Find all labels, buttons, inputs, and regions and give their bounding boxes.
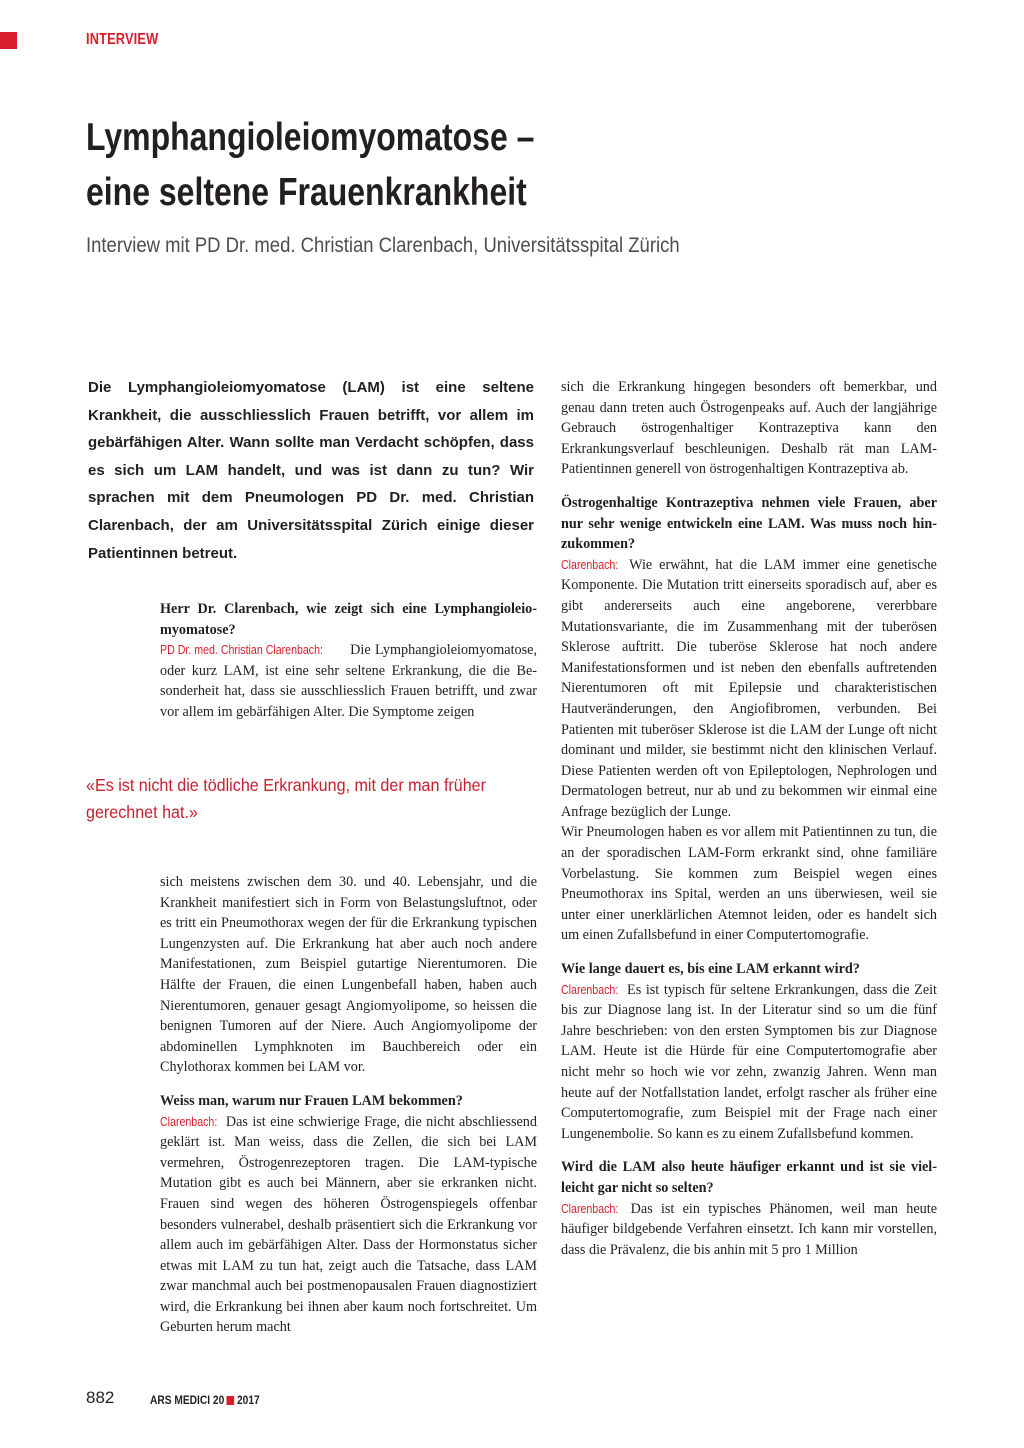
lead-paragraph: Die Lymphangioleiomyomatose (LAM) ist eine seltene Krankheit, die ausschliesslich Frauen betrifft, vor allem im gebärfähigen Alter. Wann sollte man Verdacht schöpfen, dass es sich um LAM handelt, und was ist dann zu tun? Wir sprachen mit dem Pneumologen PD Dr. med. Christian Clarenbach, der am Universitätsspital Zürich einige dieser Patientinnen betreut. — [88, 379, 534, 562]
speaker-label: Clarenbach: — [561, 1201, 619, 1216]
column-right — [561, 377, 937, 1260]
question-3: Östrogenhaltige Kontrazeptiva nehmen viele Frauen, aber nur sehr wenige entwickeln eine LAM. Was muss noch hinzukommen? — [561, 494, 937, 553]
column-left-bottom — [160, 872, 537, 1338]
article-title — [86, 110, 534, 220]
answer-1 — [160, 640, 537, 722]
section-marker — [0, 32, 17, 49]
answer-3-paragraph-2: Wir Pneumologen haben es vor allem mit Patientinnen zu tun, die an der sporadischen LAM-Form erkrankt sind, ohne familiäre Vorbelastung. Sie kommen zum Beispiel wegen eines Pneumothorax ins Spital, werden an uns überwiesen, weil sie unter einer unerklärlichen Atemnot leiden, oder es handelt sich um einen Zufallsbefund in einer Computertomografie. — [561, 824, 937, 944]
speaker-label: Clarenbach: — [561, 557, 619, 572]
answer-2-text: Das ist eine schwierige Frage, die nicht abschliessend geklärt ist. Man weiss, dass die Zellen, die sich bei LAM vermehren, Östrogenrezeptoren tragen. Die LAM-typische Mutation gibt es auch bei Männern, aber sie erkranken nicht. Frauen sind wegen des höheren Östrogenspiegels offenbar besonders vulnerabel, deshalb präsentiert sich die Erkrankung vor allem auch im gebärfähigen Alter. Dass der Hormonstatus sicher etwas mit LAM zu tun hat, zeigt auch die Tatsache, dass LAM zwar manchmal auch bei postmenopausalen Frauen diagnostiziert wird, die Erkrankung bei ihnen aber kaum noch fortschreitet. Um Geburten herum macht — [160, 1113, 537, 1336]
pull-quote: «Es ist nicht die tödliche Erkrankung, mit der man früher gerechnet hat.» — [86, 775, 487, 822]
article-subtitle: Interview mit PD Dr. med. Christian Clarenbach, Universitätsspital Zürich — [86, 234, 680, 257]
answer-3-text: Wie erwähnt, hat die LAM immer eine genetische Komponente. Die Mutation tritt einerseits sporadisch auf, aber es gibt andererseits auch eine angeborene, vererbbare Mutationsvariante, die im Zusammenhang mit der tuberösen Sklerose auftritt. Die tuberöse Sklerose hat noch andere Manifestationsformen und ist neben den ebenfalls auftretenden Nierentumoren oft mit Epilepsie und charakteristischen Hautveränderungen, den Angiofibromen, verbunden. Bei Patienten mit tuberöser Sklerose ist die LAM der Lunge oft nicht dominant und milder, sie bestimmt nicht den klinischen Verlauf. Diese Patienten werden oft von Epileptologen, Nephrologen und Dermatologen betreut, nur ab und zu bekommen wir einmal eine Anfrage bezüglich der Lunge. — [561, 556, 937, 820]
article-title-line-2: eine seltene Frauenkrankheit — [86, 171, 527, 214]
section-label: INTERVIEW — [86, 31, 159, 48]
answer-3 — [561, 555, 937, 823]
journal-square-marker — [227, 1396, 235, 1405]
question-2: Weiss man, warum nur Frauen LAM bekommen? — [160, 1092, 463, 1109]
question-4: Wie lange dauert es, bis eine LAM erkannt wird? — [561, 961, 860, 978]
journal-footer — [150, 1393, 260, 1407]
answer-2 — [160, 1112, 537, 1339]
journal-name: ARS MEDICI 20 — [150, 1393, 225, 1407]
speaker-label: Clarenbach: — [561, 982, 619, 997]
answer-1-text: Die Lymphangioleiomyomatose, oder kurz LAM, ist eine sehr seltene Erkrankung, die die Besonderheit hat, dass sie ausschliesslich Frauen betrifft, und zwar vor allem im gebärfähigen Alter. Die Symptome zeigen — [160, 642, 537, 720]
question-5: Wird die LAM also heute häufiger erkannt und ist sie vielleicht gar nicht so selten? — [561, 1159, 937, 1196]
answer-5 — [561, 1199, 937, 1261]
answer-4-text: Es ist typisch für seltene Erkrankungen, dass die Zeit bis zur Diagnose lang ist. In der Literatur sind so um die fünf Jahre beschrieben: von den ersten Symptomen bis zur Diagnose LAM. Heute ist die Hürde für eine Computertomografie aber nicht mehr so hoch wie vor zehn, zwanzig Jahren. Wenn man heute auf der Notfallstation landet, erfolgt rascher als früher eine Computertomografie, zum Beispiel mit der Frage nach einer Lungenembolie. So kann es zu einem Zufallsbefund kommen. — [561, 981, 937, 1142]
speaker-label: PD Dr. med. Christian Clarenbach: — [160, 643, 323, 658]
journal-year: 2017 — [237, 1393, 260, 1407]
answer-1-continued: sich meistens zwischen dem 30. und 40. Lebensjahr, und die Krankheit manifestiert sich in Form von Belastungsluftnot, oder es tritt ein Pneumothorax wegen der für die Erkrankung typischen Lungenzysten auf. Die Erkrankung hat aber auch noch andere Manifestationen, zum Beispiel gutartige Nierentumoren. Die Hälfte der Frauen, die einen Lungenbefall haben, haben auch Nierentumoren, genauer gesagt Angiomyolipome, so heissen die benignen Tumoren auf der Niere. Auch Angiomyolipome der abdominellen Lymphknoten im Bauchbereich oder ein Chylothorax kommen bei LAM vor. — [160, 874, 537, 1076]
question-1: Herr Dr. Clarenbach, wie zeigt sich eine Lymphangioleiomyomatose? — [160, 601, 537, 638]
article-title-line-1: Lymphangioleiomyomatose – — [86, 116, 535, 159]
speaker-label: Clarenbach: — [160, 1114, 218, 1129]
answer-2-continued: sich die Erkrankung hingegen besonders oft bemerkbar, und genau dann treten auch Östrogenpeaks auf. Auch der langjährige Gebrauch östrogenhaltiger Kontrazeptiva kann den Erkrankungsverlauf beschleunigen. Deshalb rät man LAM-Patientinnen generell von östrogenhaltigen Kontrazeptiva ab. — [561, 379, 937, 478]
column-left-top — [160, 599, 537, 723]
page-number: 882 — [86, 1388, 115, 1407]
answer-5-text: Das ist ein typisches Phänomen, weil man heute häufiger bildgebende Verfahren einsetzt. Ich kann mir vorstellen, dass die Prävalenz, die bis anhin mit 5 pro 1 Million — [561, 1200, 937, 1258]
answer-4 — [561, 980, 937, 1145]
